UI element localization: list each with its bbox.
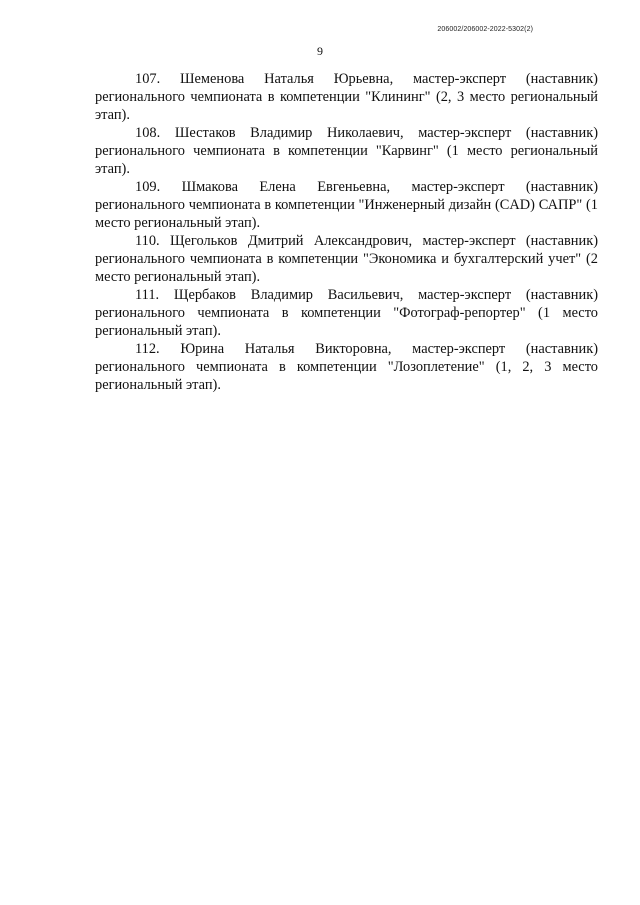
- entry-number: 108.: [135, 125, 161, 141]
- list-item: [95, 70, 598, 124]
- list-item: [95, 178, 598, 232]
- entry-text: Шмакова Елена Евгеньевна, мастер-эксперт (наставник) регионального чемпионата в компетенции "Инженерный дизайн (CAD) САПР" (1 место региональный этап).: [95, 179, 598, 231]
- list-item: [95, 286, 598, 340]
- entry-text: Шеменова Наталья Юрьевна, мастер-эксперт (наставник) регионального чемпионата в компетенции "Клининг" (2, 3 место региональный этап).: [95, 71, 598, 123]
- entry-number: 112.: [135, 341, 160, 357]
- entry-text: Щегольков Дмитрий Александрович, мастер-эксперт (наставник) регионального чемпионата в компетенции "Экономика и бухгалтерский учет" (2 место региональный этап).: [95, 233, 598, 285]
- page-number: 9: [317, 44, 323, 58]
- list-item: [95, 232, 598, 286]
- entry-text: Щербаков Владимир Васильевич, мастер-эксперт (наставник) регионального чемпионата в компетенции "Фотограф-репортер" (1 место региональный этап).: [95, 287, 598, 339]
- document-code: 206002/206002-2022-5302(2): [437, 26, 533, 33]
- entry-number: 107.: [135, 71, 161, 87]
- entry-text: Шестаков Владимир Николаевич, мастер-эксперт (наставник) регионального чемпионата в компетенции "Карвинг" (1 место региональный этап).: [95, 125, 598, 177]
- entry-number: 109.: [135, 179, 161, 195]
- entry-number: 110.: [135, 233, 160, 249]
- entry-list: [95, 70, 598, 394]
- list-item: [95, 124, 598, 178]
- list-item: [95, 340, 598, 394]
- entry-text: Юрина Наталья Викторовна, мастер-эксперт (наставник) регионального чемпионата в компетенции "Лозоплетение" (1, 2, 3 место региональный этап).: [95, 341, 598, 393]
- entry-number: 111.: [135, 287, 160, 303]
